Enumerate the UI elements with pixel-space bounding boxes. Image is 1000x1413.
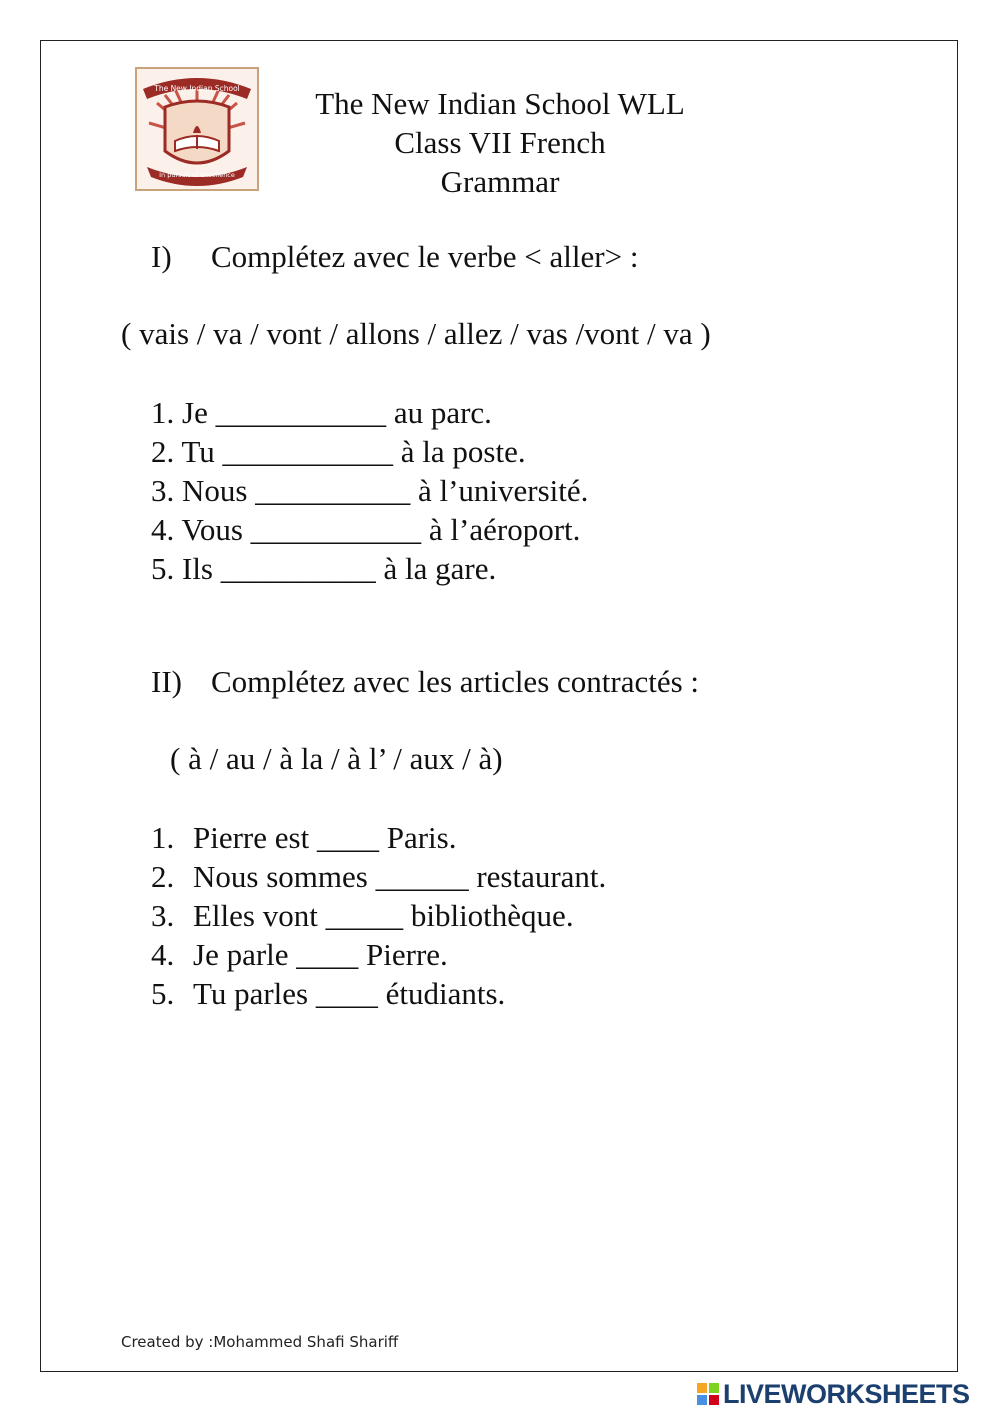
item-text: Je parle ____ Pierre. <box>193 937 448 972</box>
item-index: 5. <box>151 976 175 1011</box>
item-text: Vous ___________ à l’aéroport. <box>181 512 581 547</box>
item-index: 1. <box>151 820 175 855</box>
liveworksheets-logo-icon <box>697 1383 719 1405</box>
section2-list <box>151 818 606 1013</box>
list-item <box>151 818 606 857</box>
item-index: 4. <box>151 512 175 547</box>
item-index: 3. <box>151 473 175 508</box>
watermark-text: LIVEWORKSHEETS <box>723 1378 970 1409</box>
list-item <box>151 549 588 588</box>
worksheet-header <box>270 84 730 201</box>
item-text: Nous sommes ______ restaurant. <box>193 859 607 894</box>
section2-options: ( à / au / à la / à l’ / aux / à) <box>170 741 503 776</box>
section1-number: I) <box>151 239 172 274</box>
section2-heading <box>151 664 699 700</box>
author-credit: Created by :Mohammed Shafi Shariff <box>121 1333 399 1351</box>
class-subject: Class VII French <box>394 125 606 160</box>
list-item <box>151 896 606 935</box>
item-text: Nous __________ à l’université. <box>182 473 589 508</box>
liveworksheets-watermark <box>697 1378 970 1410</box>
school-crest-logo <box>135 67 259 191</box>
item-text: Ils __________ à la gare. <box>182 551 497 586</box>
item-text: Pierre est ____ Paris. <box>193 820 457 855</box>
item-index: 5. <box>151 551 175 586</box>
item-index: 2. <box>151 434 175 469</box>
section1-instruction: Complétez avec le verbe < aller> : <box>211 239 639 274</box>
section2-instruction: Complétez avec les articles contractés : <box>211 664 700 699</box>
logo-banner-top: The New Indian School <box>154 84 240 93</box>
item-text: Tu ___________ à la poste. <box>181 434 526 469</box>
list-item <box>151 510 588 549</box>
section1-heading <box>151 239 638 275</box>
item-text: Elles vont _____ bibliothèque. <box>193 898 574 933</box>
logo-banner-bottom: In pursuit of excellence <box>159 171 235 179</box>
item-text: Je ___________ au parc. <box>182 395 492 430</box>
item-text: Tu parles ____ étudiants. <box>193 976 506 1011</box>
item-index: 4. <box>151 937 175 972</box>
section1-options: ( vais / va / vont / allons / allez / vas /vont / va ) <box>121 316 711 351</box>
list-item <box>151 974 606 1013</box>
section2-number: II) <box>151 664 182 699</box>
section1-list <box>151 393 588 588</box>
item-index: 2. <box>151 859 175 894</box>
item-index: 3. <box>151 898 175 933</box>
list-item <box>151 935 606 974</box>
topic-title: Grammar <box>440 164 560 199</box>
list-item <box>151 471 588 510</box>
list-item <box>151 857 606 896</box>
item-index: 1. <box>151 395 175 430</box>
list-item <box>151 432 588 471</box>
school-name: The New Indian School WLL <box>315 86 685 121</box>
list-item <box>151 393 588 432</box>
